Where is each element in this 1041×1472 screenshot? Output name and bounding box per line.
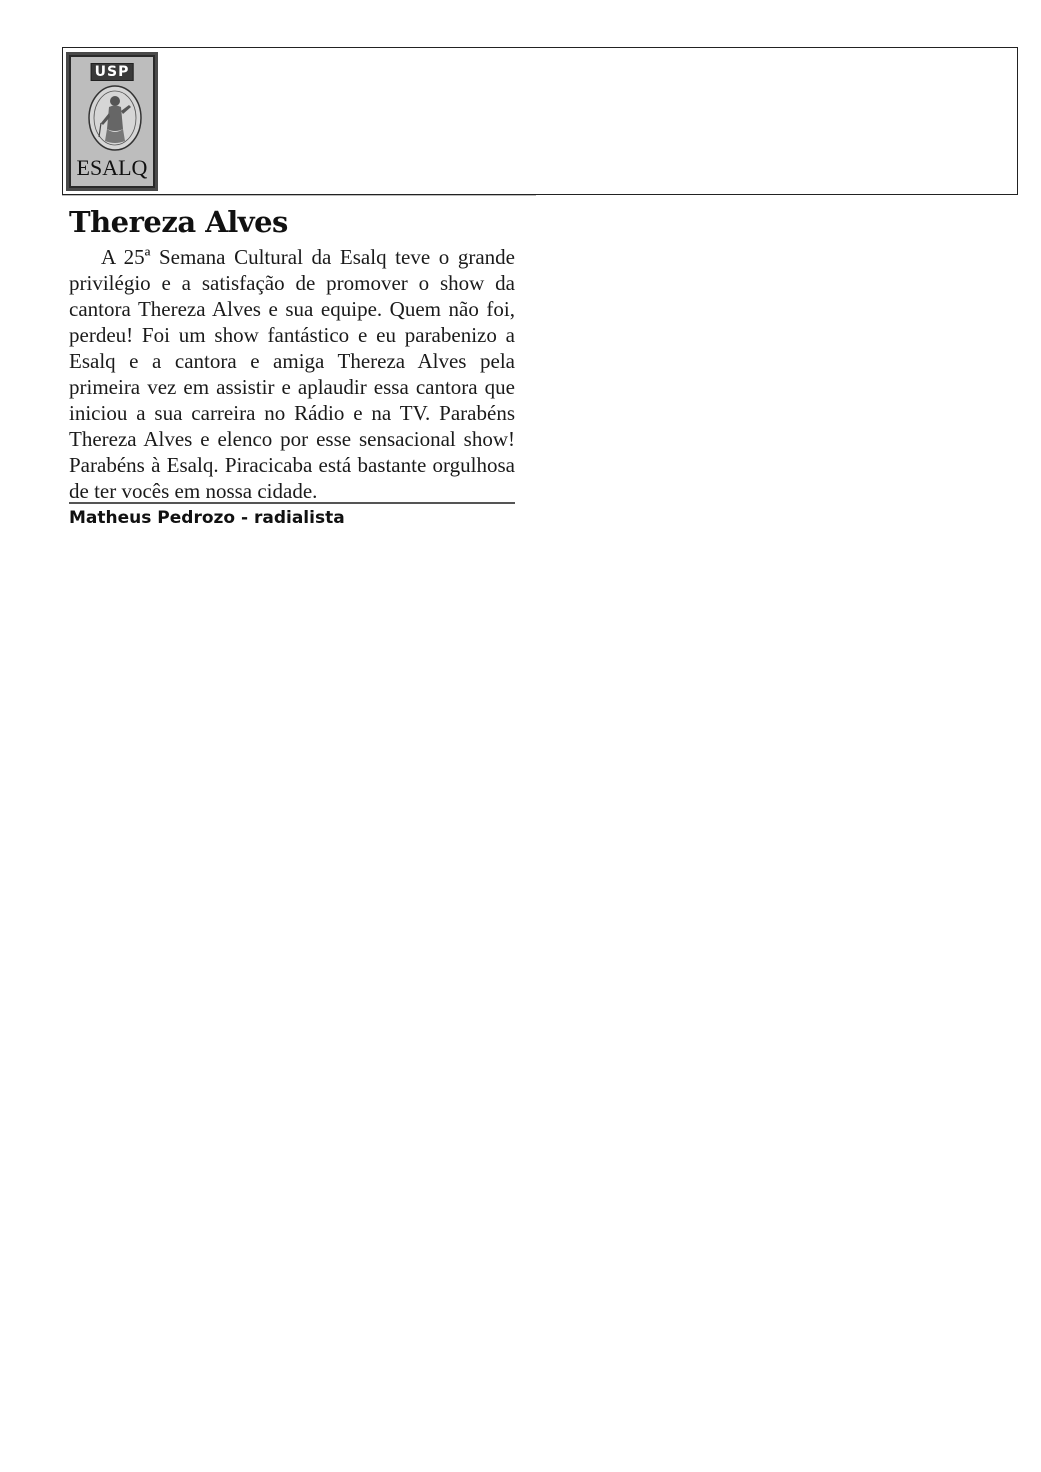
article	[69, 204, 515, 529]
esalq-emblem-icon	[81, 83, 149, 153]
logo-frame	[69, 55, 155, 188]
logo-usp-text: USP	[91, 63, 134, 81]
article-body: A 25ª Semana Cultural da Esalq teve o grande privilégio e a satisfação de promover o show da cantora Thereza Alves e sua equipe. Quem não foi, perdeu! Foi um show fantástico e eu parabenizo a Esalq e a cantora e amiga Thereza Alves pela primeira vez em assistir e aplaudir essa cantora que iniciou a sua carreira no Rádio e na TV. Parabéns Thereza Alves e elenco por esse sensacional show! Parabéns à Esalq. Piracicaba está bastante orgulhosa de ter vocês em nossa cidade.	[69, 245, 515, 503]
article-title: Thereza Alves	[69, 205, 288, 239]
usp-esalq-logo	[66, 52, 158, 191]
logo-esalq-text: ESALQ	[76, 155, 148, 180]
header-box	[62, 47, 1018, 195]
article-signature: Matheus Pedrozo - radialista	[69, 508, 345, 528]
header-divider	[62, 195, 536, 196]
